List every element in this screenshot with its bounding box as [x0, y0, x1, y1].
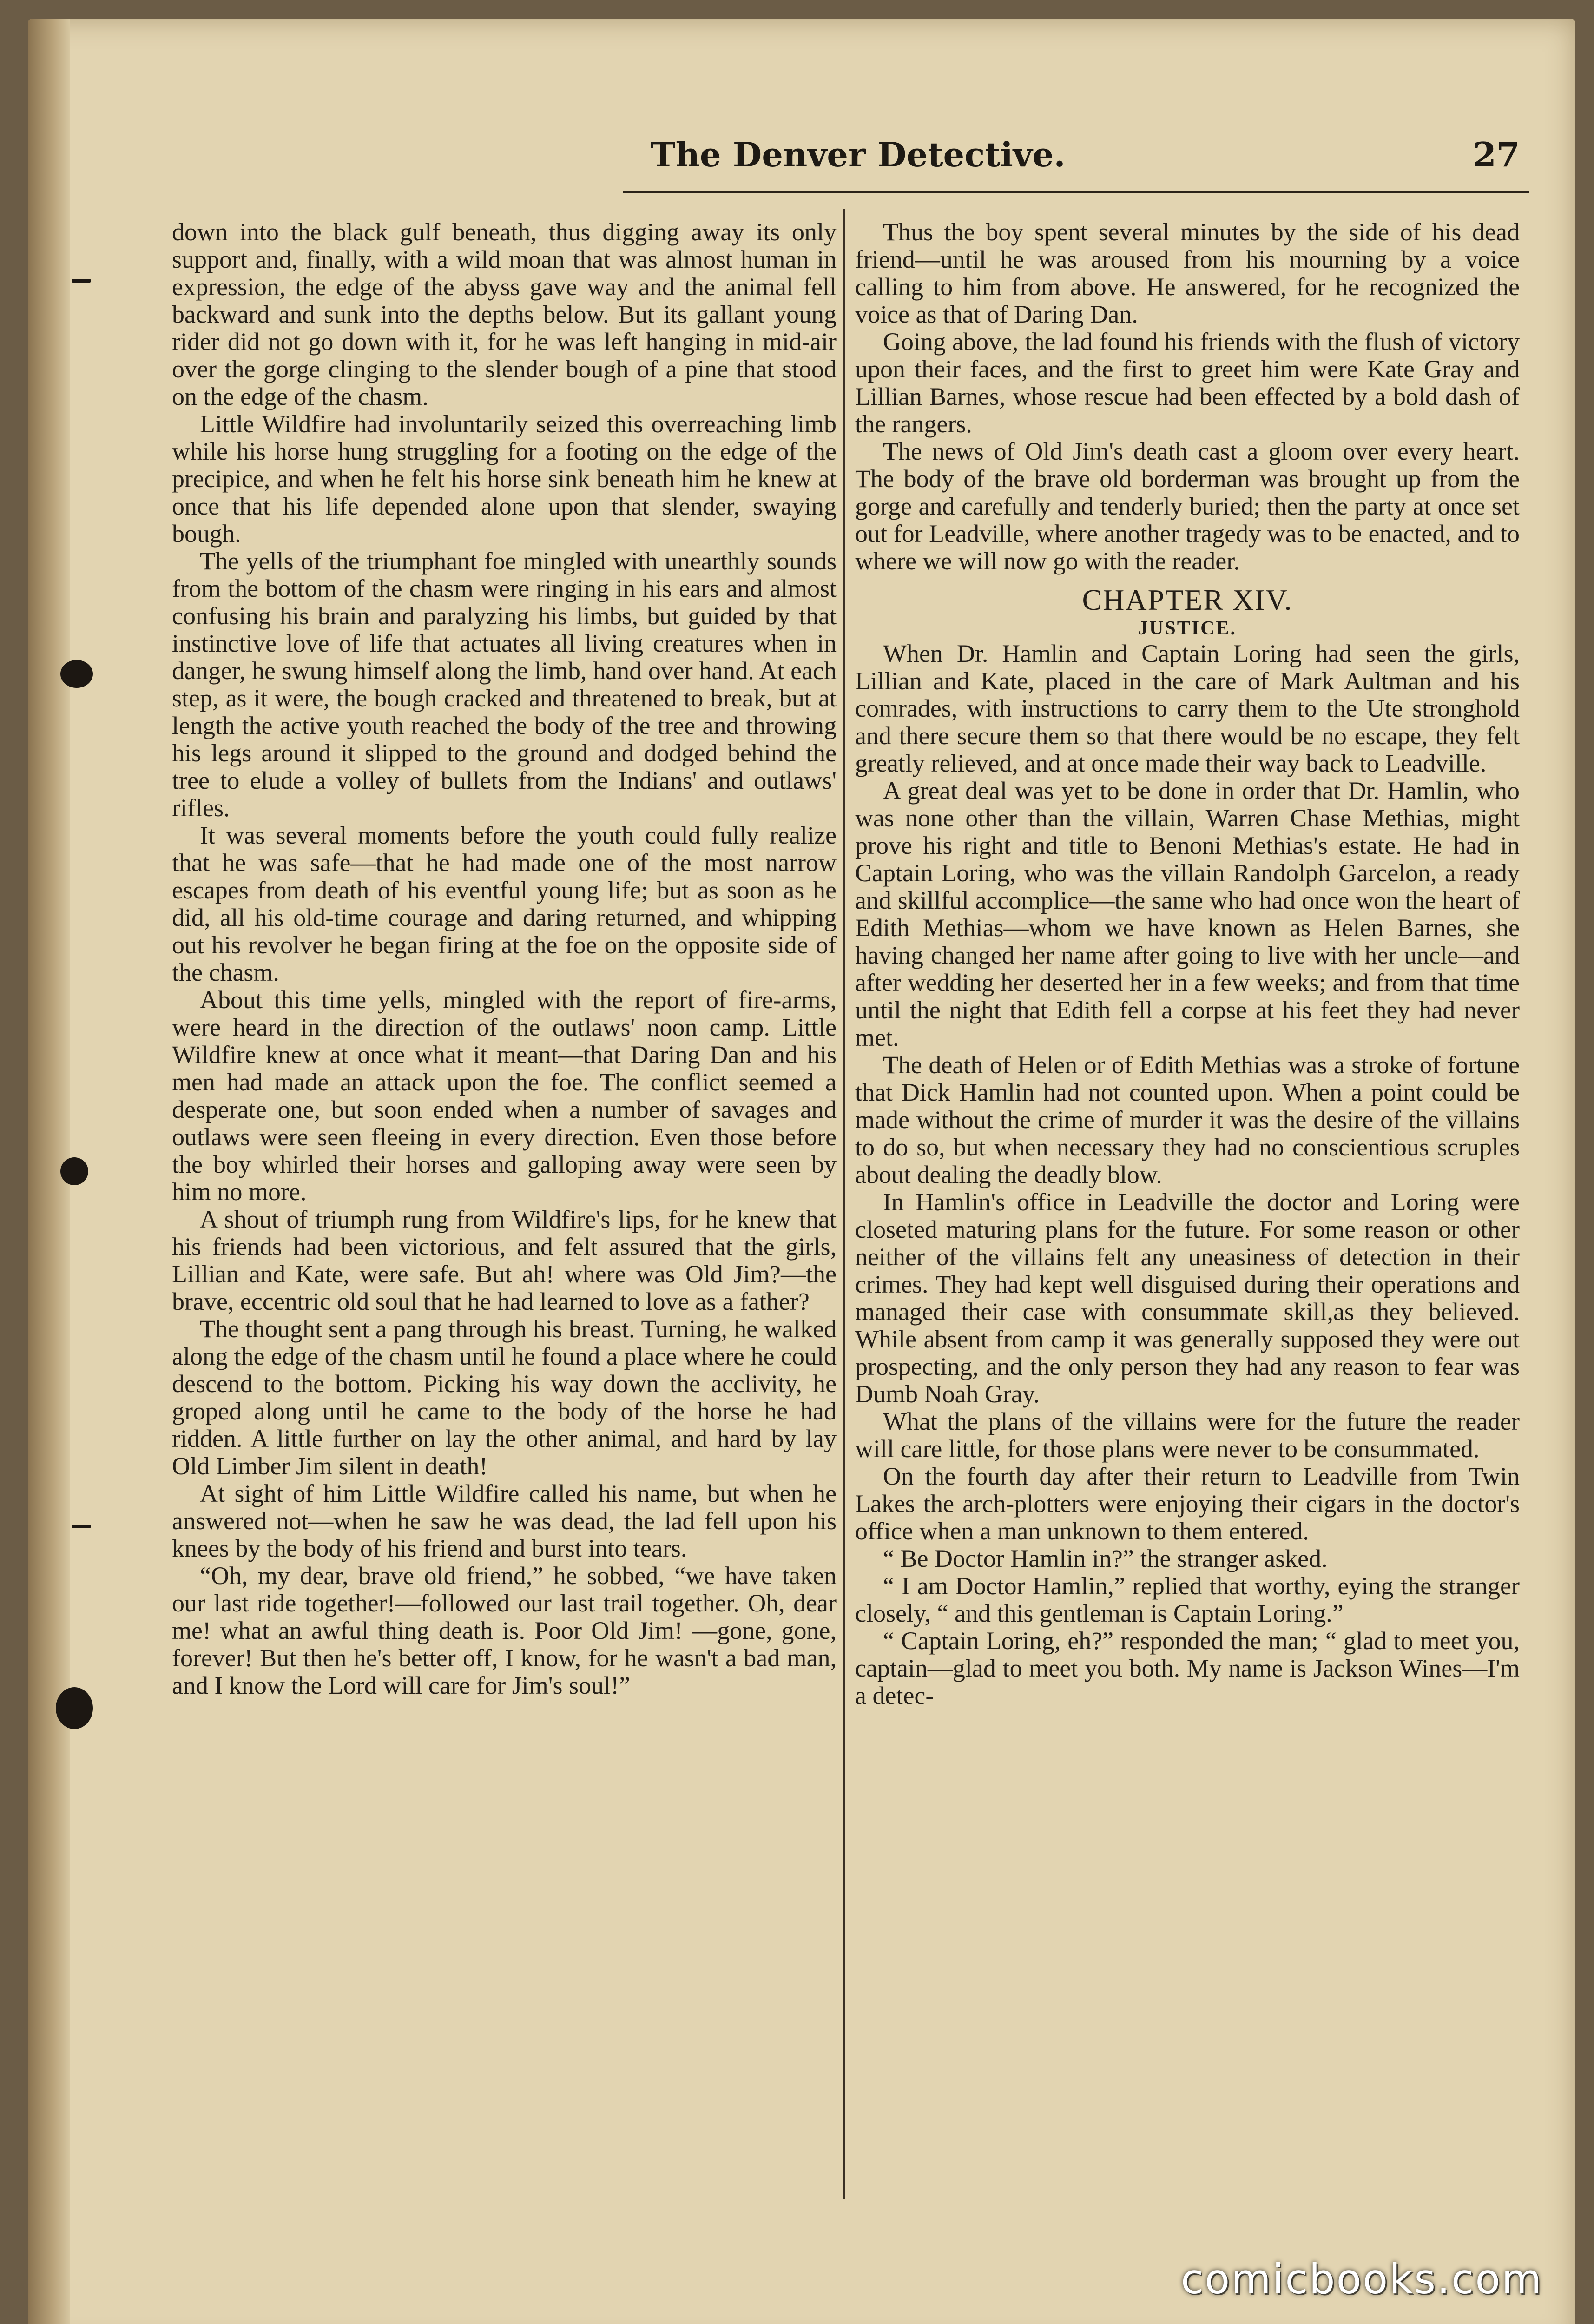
- column-divider: [843, 209, 845, 2199]
- paragraph: What the plans of the villains were for the future the reader will care little, for those plans were never to be consummated.: [855, 1407, 1520, 1463]
- paragraph: “ I am Doctor Hamlin,” replied that worthy, eying the stranger closely, “ and this gentleman is Captain Loring.”: [855, 1572, 1520, 1627]
- paragraph: “ Captain Loring, eh?” responded the man; “ glad to meet you, captain—glad to meet you both. My name is Jackson Wines—I'm a detec-: [855, 1627, 1520, 1710]
- scanned-page: [28, 19, 1575, 2324]
- paragraph: A shout of triumph rung from Wildfire's lips, for he knew that his friends had been victorious, and felt assured that the girls, Lillian and Kate, were safe. But ah! where was Old Jim?—the brave, eccentric old soul that he had learned to love as a father?: [172, 1205, 837, 1315]
- paragraph: “ Be Doctor Hamlin in?” the stranger asked.: [883, 1545, 1328, 1572]
- paragraph: Little Wildfire had involuntarily seized this overreaching limb while his horse hung struggling for a footing on the edge of the precipice, and when he felt his horse sink beneath him he knew at once that his life depended alone upon that slender, swaying bough.: [172, 410, 837, 548]
- paragraph: In Hamlin's office in Leadville the doctor and Loring were closeted maturing plans for the future. For some reason or other neither of the villains felt any uneasiness of detection in their crimes. They had kept well disguised during their operations and managed their case with consummate skill,as they believed. While absent from camp it was generally supposed they were out prospecting, and the only person they had any reason to fear was Dumb Noah Gray.: [855, 1188, 1520, 1408]
- running-title: The Denver Detective.: [651, 135, 1066, 174]
- binding-stain: [60, 660, 93, 688]
- binding-stain: [56, 1687, 93, 1729]
- paragraph: The news of Old Jim's death cast a gloom over every heart. The body of the brave old borderman was brought up from the gorge and carefully and tenderly buried; then the party at once set out for Leadville, where another tragedy was to be enacted, and to where we will now go with the reader.: [855, 437, 1520, 575]
- binding-stain: [60, 1157, 88, 1185]
- paragraph: The thought sent a pang through his breast. Turning, he walked along the edge of the chasm until he found a place where he could descend to the bottom. Picking his way down the acclivity, he groped along until he came to the body of the horse he had ridden. A little further on lay the other animal, and hard by lay Old Limber Jim silent in death!: [172, 1315, 837, 1480]
- paragraph: The death of Helen or of Edith Methias was a stroke of fortune that Dick Hamlin had not counted upon. When a point could be made without the crime of murder it was the desire of the villains to do so, but when necessary they had no conscientious scruples about dealing the deadly blow.: [855, 1051, 1520, 1188]
- chapter-subtitle: JUSTICE.: [1138, 618, 1237, 639]
- paragraph: The yells of the triumphant foe mingled with unearthly sounds from the bottom of the chasm were ringing in his ears and almost confusing his brain and paralyzing his limbs, but guided by that instinctive love of life that actuates all living creatures when in danger, he swung himself along the limb, hand over hand. At each step, as it were, the bough cracked and threatened to break, but at length the active youth reached the body of the tree and throwing his legs around it slipped to the ground and dodged behind the tree to elude a volley of bullets from the Indians' and outlaws' rifles.: [172, 547, 837, 822]
- paragraph: About this time yells, mingled with the report of fire-arms, were heard in the direction of the outlaws' noon camp. Little Wildfire knew at once what it meant—that Daring Dan and his men had made an attack upon the foe. The conflict seemed a desperate one, but soon ended when a number of savages and outlaws were seen fleeing in every direction. Even those before the boy whirled their horses and galloping away were seen by him no more.: [172, 986, 837, 1206]
- paragraph: Going above, the lad found his friends with the flush of victory upon their faces, and the first to greet him were Kate Gray and Lillian Barnes, whose rescue had been effected by a bold dash of the rangers.: [855, 328, 1520, 438]
- binding-mark: [72, 1525, 91, 1528]
- paragraph: down into the black gulf beneath, thus digging away its only support and, finally, with a wild moan that was almost human in expression, the edge of the abyss gave way and the animal fell backward and sunk into the depths below. But its gallant young rider did not go down with it, for he was left hanging in mid-air over the gorge clinging to the slender bough of a pine that stood on the edge of the chasm.: [172, 218, 837, 410]
- binding-mark: [72, 279, 91, 283]
- chapter-title: CHAPTER XIV.: [1082, 583, 1293, 616]
- paragraph: It was several moments before the youth could fully realize that he was safe—that he had made one of the most narrow escapes from death of his eventful young life; but as soon as he did, all his old-time courage and daring returned, and whipping out his revolver he began firing at the foe on the opposite side of the chasm.: [172, 821, 837, 986]
- paragraph: On the fourth day after their return to Leadville from Twin Lakes the arch-plotters were enjoying their cigars in the doctor's office when a man unknown to them entered.: [855, 1462, 1520, 1545]
- paragraph: When Dr. Hamlin and Captain Loring had seen the girls, Lillian and Kate, placed in the care of Mark Aultman and his comrades, with instructions to carry them to the Ute stronghold and there secure them so that there would be no escape, they felt greatly relieved, and at once made their way back to Leadville.: [855, 640, 1520, 777]
- paragraph: A great deal was yet to be done in order that Dr. Hamlin, who was none other than the villain, Warren Chase Methias, might prove his right and title to Benoni Methias's estate. He had in Captain Loring, who was the villain Randolph Garcelon, a ready and skillful accomplice—the same who had once won the heart of Edith Methias—whom we have known as Helen Barnes, she having changed her name after going to live with her uncle—and after wedding her deserted her in a few weeks; and from that time until the night that Edith fell a corpse at his feet they had never met.: [855, 777, 1520, 1051]
- page-header: [623, 135, 1529, 193]
- paragraph: Thus the boy spent several minutes by the side of his dead friend—until he was aroused from his mourning by a voice calling to him from above. He answered, for he recognized the voice as that of Daring Dan.: [855, 218, 1520, 328]
- paragraph: “Oh, my dear, brave old friend,” he sobbed, “we have taken our last ride together!—followed our last trail together. Oh, dear me! what an awful thing death is. Poor Old Jim! —gone, gone, forever! But then he's better off, I know, for he wasn't a bad man, and I know the Lord will care for Jim's soul!”: [172, 1562, 837, 1699]
- left-column: [172, 218, 837, 2217]
- page-number: 27: [1473, 135, 1520, 174]
- right-column: [855, 218, 1520, 2217]
- site-watermark: comicbooks.com: [1180, 2255, 1543, 2303]
- paragraph: At sight of him Little Wildfire called his name, but when he answered not—when he saw he was dead, the lad fell upon his knees by the body of his friend and burst into tears.: [172, 1479, 837, 1562]
